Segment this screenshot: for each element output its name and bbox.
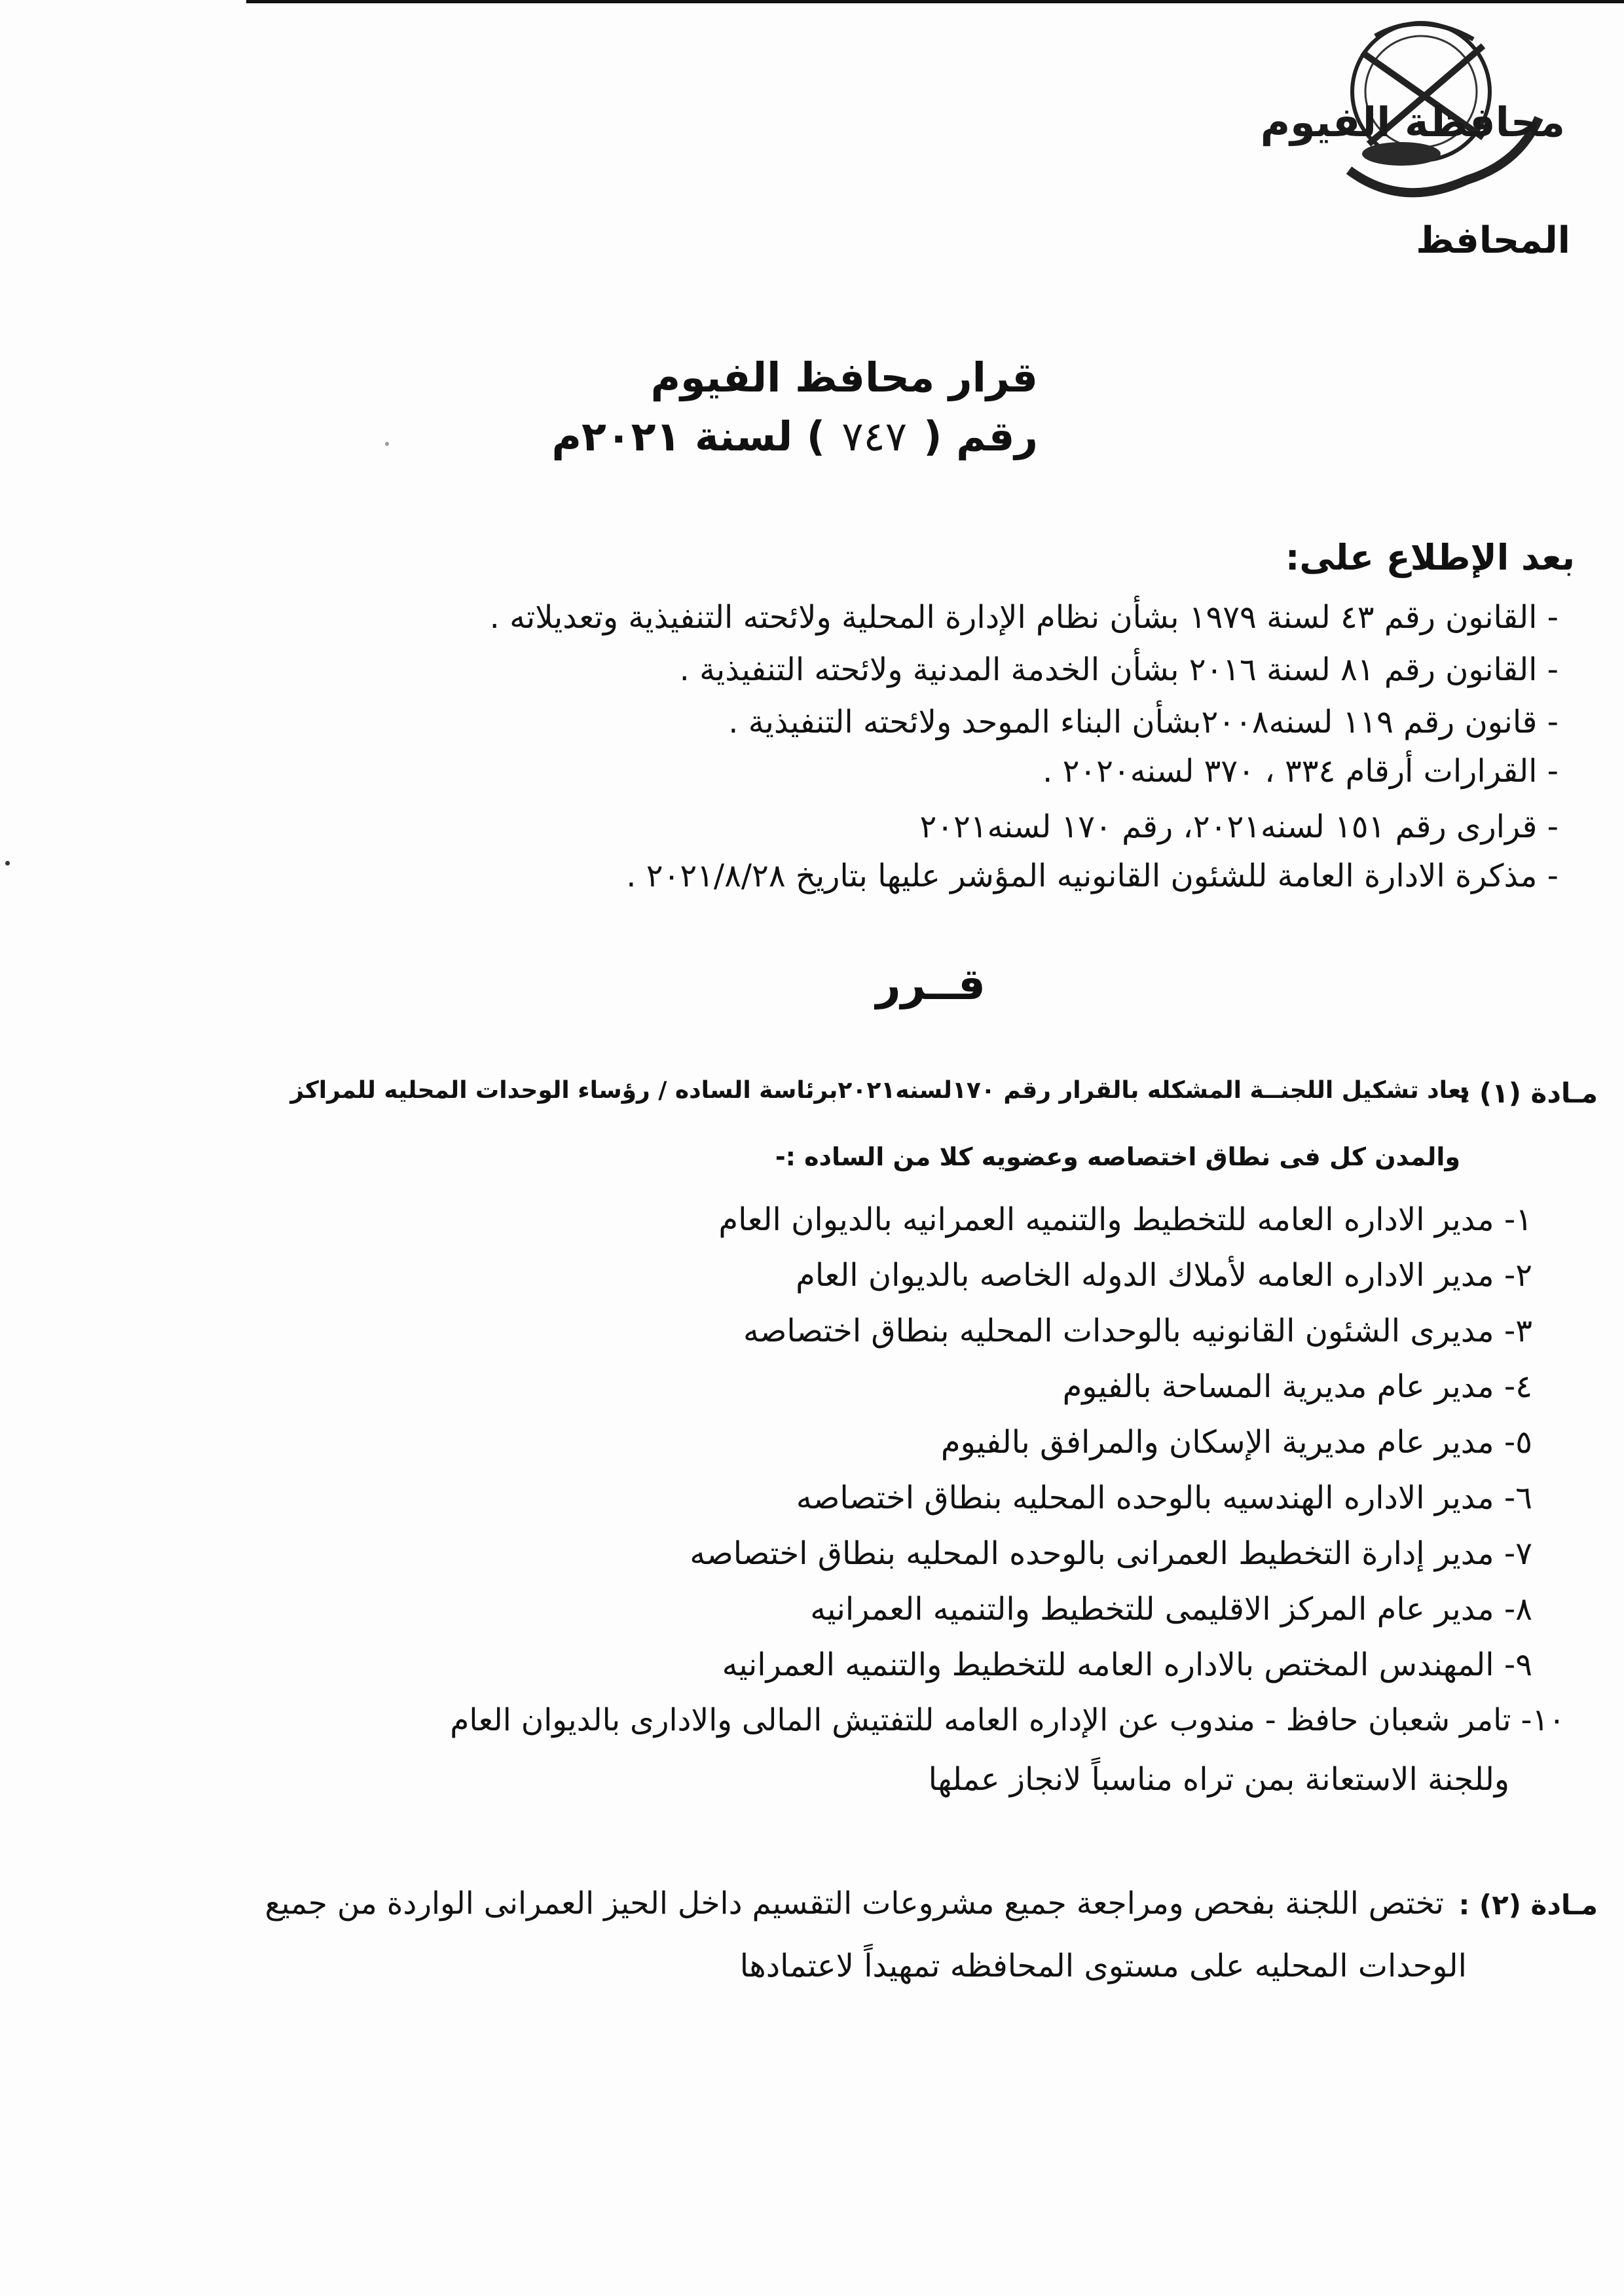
article-2-heading: مـادة (٢) : (1458, 1889, 1598, 1921)
decision-title: قرار محافظ الفيوم (650, 354, 1038, 401)
header-divider (246, 0, 1624, 3)
preamble-item: - القانون رقم ٨١ لسنة ٢٠١٦ بشأن الخدمة المدنية ولائحته التنفيذية . (679, 651, 1559, 688)
member-item: ١٠- تامر شعبان حافظ - مندوب عن الإداره العامه للتفتيش المالى والادارى بالديوان العام (450, 1702, 1565, 1738)
article-2-line2: الوحدات المحليه على مستوى المحافظه تمهيداً لاعتمادها (739, 1948, 1467, 1984)
article-1-heading: مـادة (١) : (1458, 1077, 1598, 1109)
member-item: ٢- مدير الاداره العامه لأملاك الدوله الخاصه بالديوان العام (796, 1257, 1532, 1294)
preamble-item: - قرارى رقم ١٥١ لسنه٢٠٢١، رقم ١٧٠ لسنه٢٠٢١ (919, 809, 1559, 845)
decision-number-handwritten: ٧٤٧ (841, 412, 908, 460)
member-item: ٥- مدير عام مديرية الإسكان والمرافق بالفيوم (940, 1424, 1532, 1461)
article-2-line1: تختص اللجنة بفحص ومراجعة جميع مشروعات التقسيم داخل الحيز العمرانى الواردة من جميع (265, 1886, 1444, 1922)
member-item: ١- مدير الاداره العامه للتخطيط والتنميه العمرانيه بالديوان العام (718, 1201, 1532, 1238)
member-item: ٦- مدير الاداره الهندسيه بالوحده المحليه بنطاق اختصاصه (796, 1480, 1532, 1516)
preamble-item: - القرارات أرقام ٣٣٤ ، ٣٧٠ لسنه٢٠٢٠ . (1043, 753, 1559, 790)
member-item: ٣- مديرى الشئون القانونيه بالوحدات المحليه بنطاق اختصاصه (743, 1313, 1532, 1349)
scan-speck (5, 861, 10, 866)
preamble-item: - مذكرة الادارة العامة للشئون القانونيه المؤشر عليها بتاريخ ٢٠٢١/٨/٢٨ . (626, 858, 1559, 894)
decision-number-line (552, 412, 1038, 460)
article-1-line2: والمدن كل فى نطاق اختصاصه وعضويه كلا من الساده :- (775, 1142, 1460, 1171)
member-item: ٧- مدير إدارة التخطيط العمرانى بالوحده المحليه بنطاق اختصاصه (690, 1535, 1532, 1572)
authority-label: المحافظ (1416, 219, 1570, 262)
scan-speck (385, 442, 389, 446)
article-1-line1: يعاد تشكيل اللجنــة المشكله بالقرار رقم ١٧٠لسنه٢٠٢١برئاسة الساده / رؤساء الوحدات المحليه للمراكز (290, 1077, 1470, 1104)
member-item: ٤- مدير عام مديرية المساحة بالفيوم (1062, 1368, 1532, 1405)
decision-number-prefix: رقم ( (923, 412, 1038, 460)
preamble-heading: بعد الإطلاع على: (1285, 537, 1575, 578)
decision-number-suffix: ) لسنة ٢٠٢١م (551, 412, 826, 460)
decided-heading: قــرر (876, 959, 986, 1010)
member-item: ٨- مدير عام المركز الاقليمى للتخطيط والتنميه العمرانيه (810, 1591, 1532, 1628)
member-item: ٩- المهندس المختص بالاداره العامه للتخطيط والتنميه العمرانيه (722, 1647, 1532, 1683)
preamble-item: - القانون رقم ٤٣ لسنة ١٩٧٩ بشأن نظام الإدارة المحلية ولائحته التنفيذية وتعديلاته . (489, 599, 1559, 636)
article-1-closing: وللجنة الاستعانة بمن تراه مناسباً لانجاز عملها (928, 1761, 1509, 1798)
preamble-item: - قانون رقم ١١٩ لسنه٢٠٠٨بشأن البناء الموحد ولائحته التنفيذية . (728, 704, 1559, 740)
governorate-name: محافظة الفيوم (1260, 98, 1565, 146)
